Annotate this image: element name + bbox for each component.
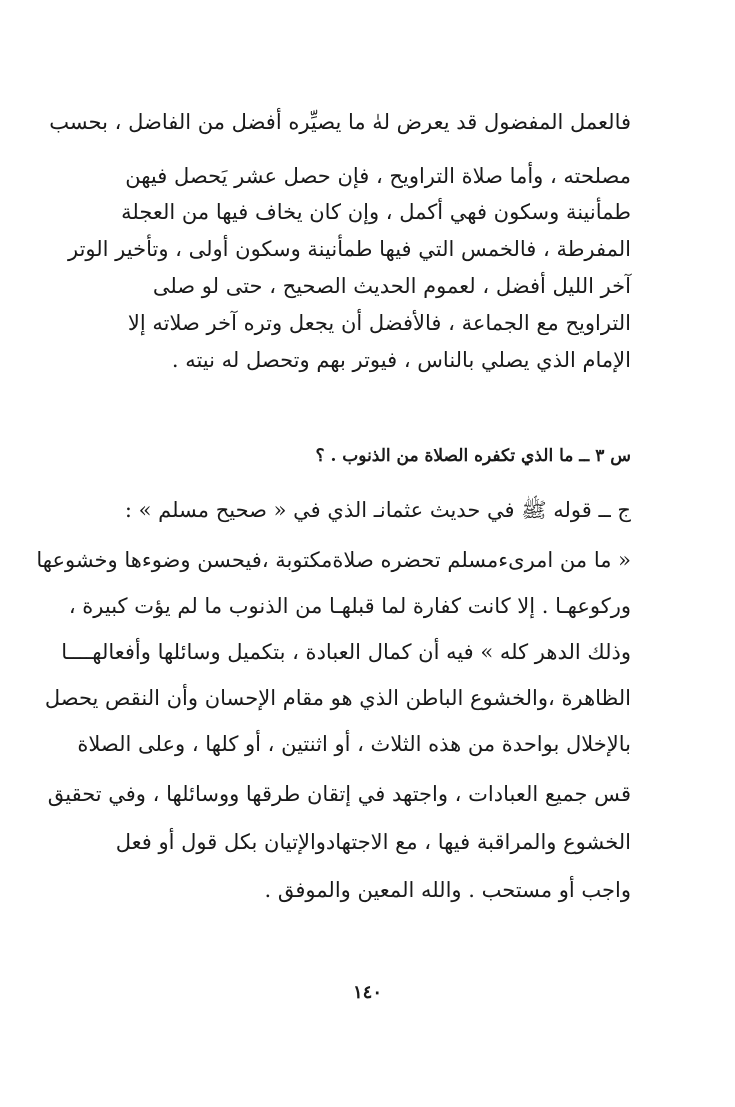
answer-line: الخشوع والمراقبة فيها ، مع الاجتهادوالإتيان بكل قول أو فعل: [115, 830, 631, 854]
paragraph-line: طمأنينة وسكون فهي أكمل ، وإن كان يخاف فيها من العجلة: [121, 200, 631, 224]
paragraph-line: مصلحته ، وأما صلاة التراويح ، فإن حصل عشر يَحصل فيهن: [125, 164, 631, 188]
answer-line: واجب أو مستحب . والله المعين والموفق .: [264, 878, 631, 902]
answer-line: ج ــ قوله ﷺ في حديث عثمانـ الذي في « صحيح مسلم » :: [124, 498, 631, 522]
paragraph-line: فالعمل المفضول قد يعرض لهٰ ما يصيِّره أفضل من الفاضل ، بحسب: [49, 110, 631, 134]
paragraph-line: الإمام الذي يصلي بالناس ، فيوتر بهم وتحصل له نيته .: [171, 348, 631, 372]
answer-line: وذلك الدهر كله » فيه أن كمال العبادة ، بتكميل وسائلها وأفعالهــــا: [61, 640, 631, 664]
paragraph-line: التراويح مع الجماعة ، فالأفضل أن يجعل وتره آخر صلاته إلا: [127, 311, 631, 335]
page-number: ١٤٠: [352, 982, 382, 1003]
answer-line: قس جميع العبادات ، واجتهد في إتقان طرقها ووسائلها ، وفي تحقيق: [47, 782, 631, 806]
answer-line: وركوعهـا . إلا كانت كفارة لما قبلهـا من الذنوب ما لم يؤت كبيرة ،: [68, 594, 631, 618]
paragraph-line: آخر الليل أفضل ، لعموم الحديث الصحيح ، حتى لو صلى: [152, 274, 631, 298]
paragraph-line: المفرطة ، فالخمس التي فيها طمأنينة وسكون أولى ، وتأخير الوتر: [67, 237, 631, 261]
answer-line: « ما من امرىءمسلم تحضره صلاةمكتوبة ،فيحسن وضوءها وخشوعها: [36, 548, 631, 572]
answer-line: الظاهرة ،والخشوع الباطن الذي هو مقام الإحسان وأن النقص يحصل: [44, 686, 631, 710]
question-heading: س ٣ ــ ما الذي تكفره الصلاة من الذنوب . ؟: [315, 446, 631, 466]
answer-line: بالإخلال بواحدة من هذه الثلاث ، أو اثنتين ، أو كلها ، وعلى الصلاة: [77, 732, 631, 756]
